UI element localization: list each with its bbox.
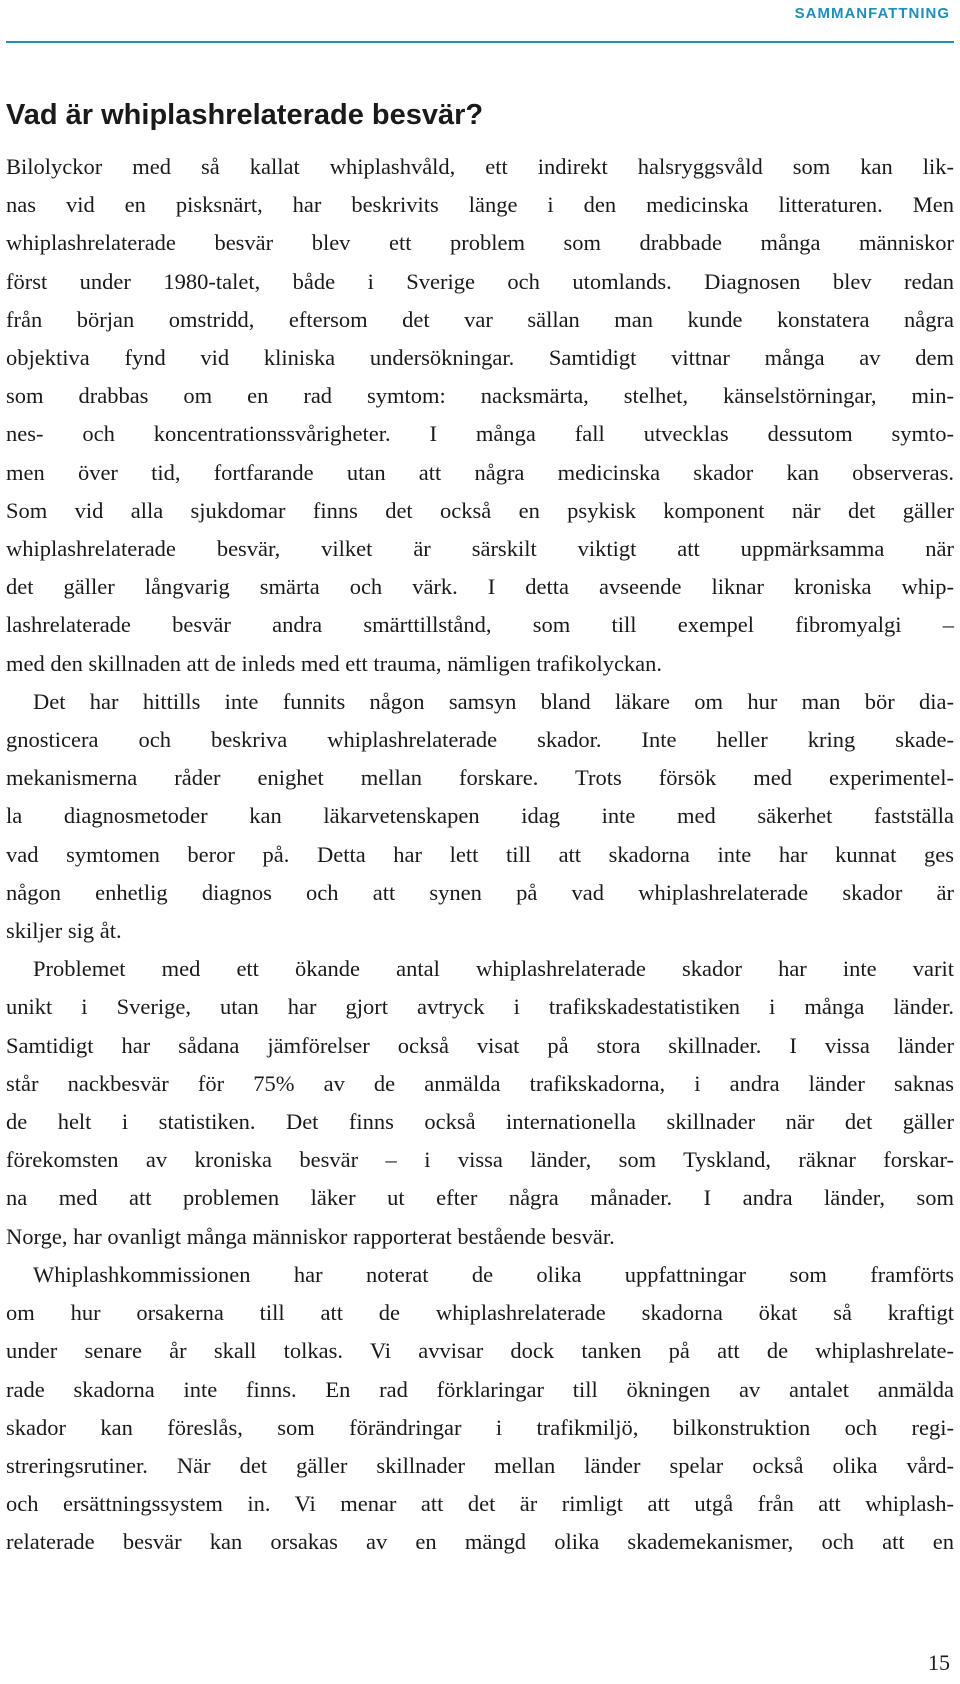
section-title: Vad är whiplashrelaterade besvär? [6, 99, 484, 131]
text-line: som drabbas om en rad symtom: nacksmärta, stelhet, känselstörningar, min- [6, 383, 954, 409]
text-line: och ersättningssystem in. Vi menar att det är rimligt att utgå från att whiplash- [6, 1491, 954, 1517]
text-line: relaterade besvär kan orsakas av en mängd olika skademekanismer, och att en [6, 1529, 954, 1555]
running-header: SAMMANFATTNING [794, 5, 950, 22]
text-line: vad symtomen beror på. Detta har lett till att skadorna inte har kunnat ges [6, 841, 954, 867]
text-line: rade skadorna inte finns. En rad förklaringar till ökningen av antalet anmälda [6, 1376, 954, 1402]
text-line: står nackbesvär för 75% av de anmälda trafikskadorna, i andra länder saknas [6, 1070, 954, 1096]
text-line: det gäller långvarig smärta och värk. I detta avseende liknar kroniska whip- [6, 574, 954, 600]
text-line: skador kan föreslås, som förändringar i trafikmiljö, bilkonstruktion och regi- [6, 1414, 954, 1440]
text-line: nes- och koncentrationssvårigheter. I många fall utvecklas dessutom symto- [6, 421, 954, 447]
text-line: Norge, har ovanligt många människor rapporterat bestående besvär. [6, 1223, 615, 1249]
paragraph [6, 683, 954, 950]
text-line: under senare år skall tolkas. Vi avvisar dock tanken på att de whiplashrelate- [6, 1338, 954, 1364]
text-line: na med att problemen läker ut efter några månader. I andra länder, som [6, 1185, 954, 1211]
body-text [6, 148, 954, 1562]
text-line: Det har hittills inte funnits någon samsyn bland läkare om hur man bör dia- [33, 688, 954, 714]
text-line: först under 1980-talet, både i Sverige och utomlands. Diagnosen blev redan [6, 268, 954, 294]
text-line: Problemet med ett ökande antal whiplashrelaterade skador har inte varit [33, 956, 954, 982]
text-line: men över tid, fortfarande utan att några medicinska skador kan observeras. [6, 459, 954, 485]
text-line: lashrelaterade besvär andra smärttillstånd, som till exempel fibromyalgi – [6, 612, 954, 638]
text-line: Samtidigt har sådana jämförelser också visat på stora skillnader. I vissa länder [6, 1032, 954, 1058]
text-line: någon enhetlig diagnos och att synen på vad whiplashrelaterade skador är [6, 879, 954, 905]
text-line: de helt i statistiken. Det finns också internationella skillnader när det gäller [6, 1109, 954, 1135]
text-line: Whiplashkommissionen har noterat de olika uppfattningar som framförts [33, 1261, 954, 1287]
paragraph [6, 148, 954, 683]
text-line: Bilolyckor med så kallat whiplashvåld, ett indirekt halsryggsvåld som kan lik- [6, 154, 954, 179]
paragraph [6, 1256, 954, 1562]
text-line: med den skillnaden att de inleds med ett trauma, nämligen trafikolyckan. [6, 650, 663, 676]
header-rule [6, 41, 954, 43]
text-line: streringsrutiner. När det gäller skillnader mellan länder spelar också olika vård- [6, 1452, 954, 1478]
text-line: mekanismerna råder enighet mellan forskare. Trots försök med experimentel- [6, 765, 954, 791]
text-line: objektiva fynd vid kliniska undersökningar. Samtidigt vittnar många av dem [6, 345, 954, 371]
text-line: unikt i Sverige, utan har gjort avtryck i trafikskadestatistiken i många länder. [6, 994, 954, 1020]
text-line: skiljer sig åt. [6, 918, 122, 944]
text-line: Som vid alla sjukdomar finns det också en psykisk komponent när det gäller [6, 497, 954, 523]
text-line: nas vid en pisksnärt, har beskrivits länge i den medicinska litteraturen. Men [6, 192, 954, 218]
text-line: la diagnosmetoder kan läkarvetenskapen idag inte med säkerhet fastställa [6, 803, 954, 829]
text-line: gnosticera och beskriva whiplashrelaterade skador. Inte heller kring skade- [6, 727, 954, 753]
text-line: om hur orsakerna till att de whiplashrelaterade skadorna ökat så kraftigt [6, 1300, 954, 1326]
text-line: whiplashrelaterade besvär, vilket är särskilt viktigt att uppmärksamma när [6, 536, 954, 562]
text-line: förekomsten av kroniska besvär – i vissa länder, som Tyskland, räknar forskar- [6, 1147, 954, 1173]
paragraph [6, 950, 954, 1256]
text-line: whiplashrelaterade besvär blev ett problem som drabbade många människor [6, 230, 954, 256]
page-number: 15 [928, 1650, 950, 1675]
text-line: från början omstridd, eftersom det var sällan man kunde konstatera några [6, 306, 954, 332]
